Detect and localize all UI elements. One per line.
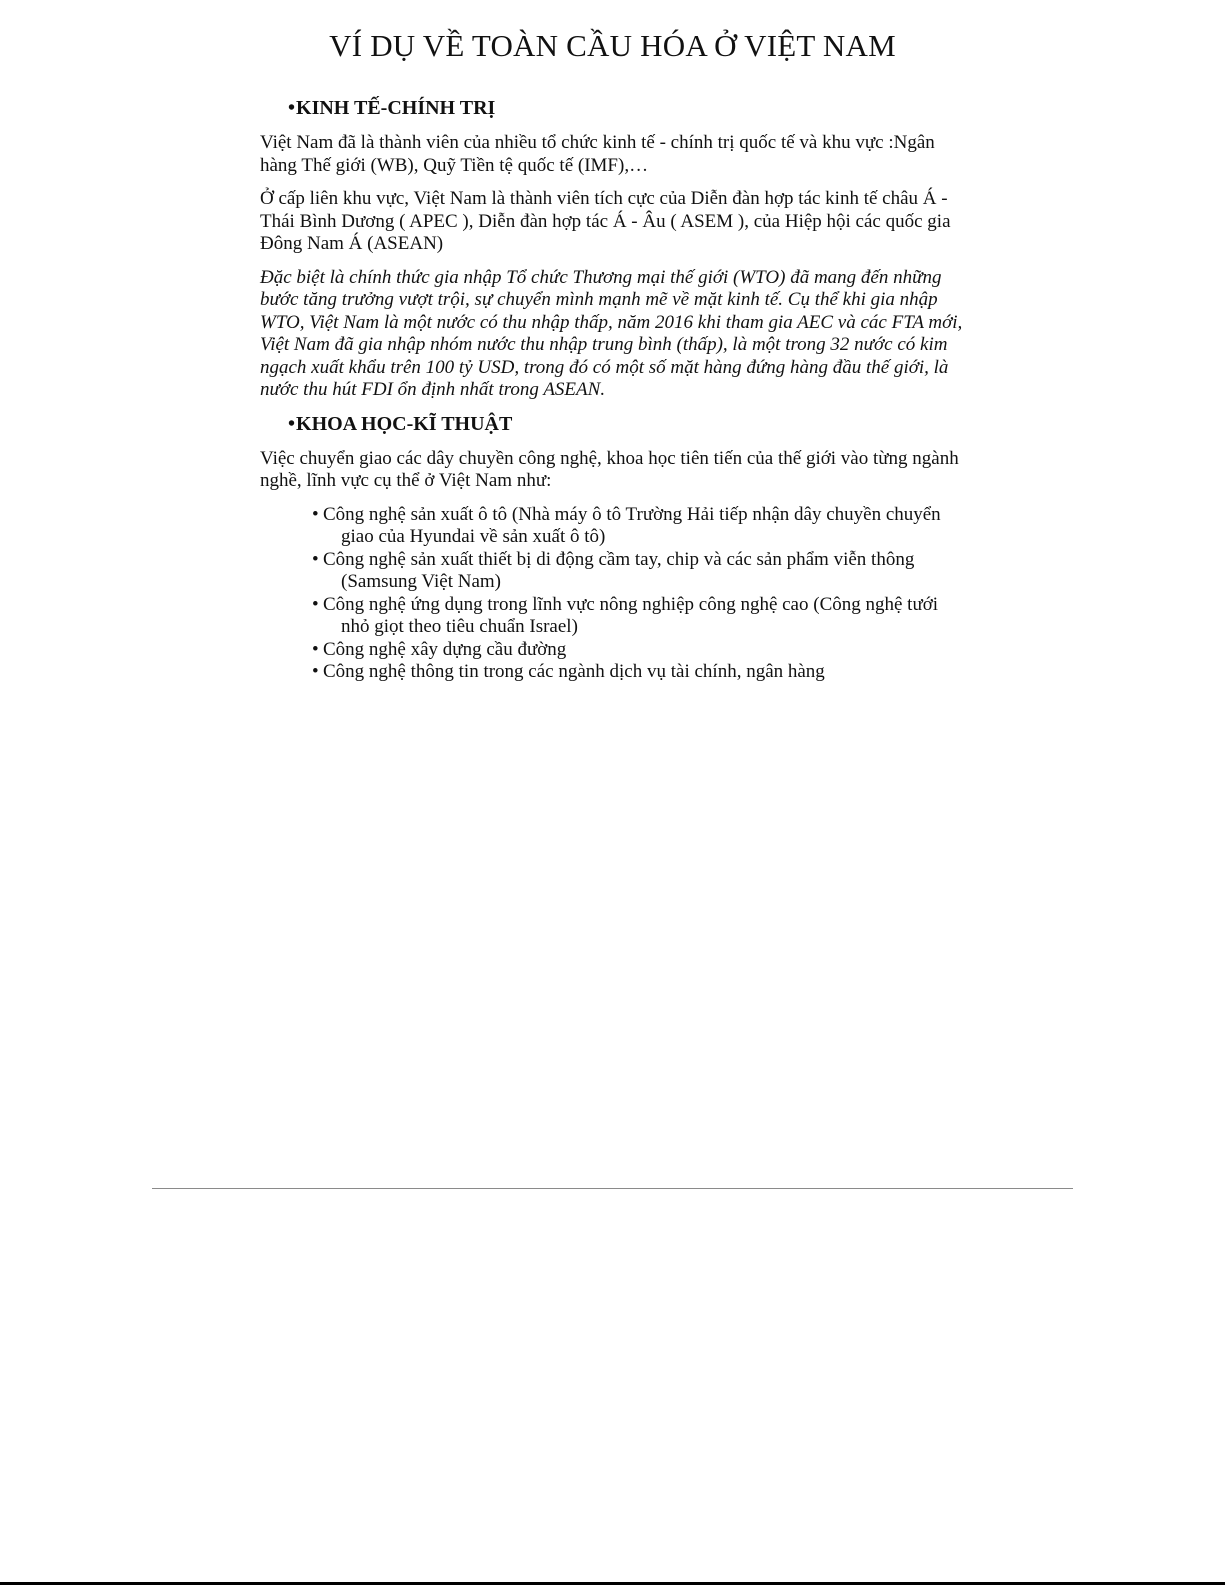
technology-list: [312, 504, 952, 684]
paragraph-wto: Đặc biệt là chính thức gia nhập Tổ chức Thương mại thế giới (WTO) đã mang đến những bước tăng trưởng vượt trội, sự chuyển mình mạnh mẽ về mặt kinh tế. Cụ thể khi gia nhập WTO, Việt Nam là một nước có thu nhập thấp, năm 2016 khi tham gia AEC và các FTA mới, Việt Nam đã gia nhập nhóm nước thu nhập trung bình (thấp), là một trong 32 nước có kim ngạch xuất khẩu trên 100 tỷ USD, trong đó có một số mặt hàng đứng hàng đầu thế giới, là nước thu hút FDI ổn định nhất trong ASEAN.: [260, 266, 963, 400]
section-heading-kinh-te-chinh-tri: [288, 96, 965, 120]
list-item-text: Công nghệ thông tin trong các ngành dịch vụ tài chính, ngân hàng: [323, 661, 825, 682]
list-item: [312, 594, 952, 639]
section-heading-text: KINH TẾ-CHÍNH TRỊ: [296, 97, 496, 119]
list-item: [312, 504, 952, 549]
list-item-text: Công nghệ xây dựng cầu đường: [323, 638, 567, 660]
list-item: [312, 549, 952, 594]
list-bullet: •: [312, 548, 319, 570]
paragraph-organizations: Việt Nam đã là thành viên của nhiều tổ chức kinh tế - chính trị quốc tế và khu vực :Ngân hàng Thế giới (WB), Quỹ Tiền tệ quốc tế (IMF),…: [260, 132, 935, 176]
paragraph-technology-transfer: Việc chuyển giao các dây chuyền công nghệ, khoa học tiên tiến của thế giới vào từng ngành nghề, lĩnh vực cụ thể ở Việt Nam như:: [260, 447, 959, 491]
page-divider: [152, 1188, 1073, 1189]
list-bullet: •: [312, 661, 319, 682]
list-item: [312, 639, 952, 662]
heading-bullet: •: [288, 412, 296, 435]
list-item-text: Công nghệ sản xuất ô tô (Nhà máy ô tô Trường Hải tiếp nhận dây chuyền chuyển giao của Hyundai về sản xuất ô tô): [323, 503, 941, 547]
list-bullet: •: [312, 593, 319, 615]
list-item: [312, 661, 952, 684]
section-heading-text: KHOA HỌC-KĨ THUẬT: [296, 412, 513, 435]
list-item-text: Công nghệ ứng dụng trong lĩnh vực nông nghiệp công nghệ cao (Công nghệ tưới nhỏ giọt theo tiêu chuẩn Israel): [323, 593, 939, 637]
list-bullet: •: [312, 638, 319, 660]
paragraph-regional-membership: Ở cấp liên khu vực, Việt Nam là thành viên tích cực của Diễn đàn hợp tác kinh tế châu Á - Thái Bình Dương ( APEC ), Diễn đàn hợp tác Á - Âu ( ASEM ), của Hiệp hội các quốc gia Đông Nam Á (ASEAN): [260, 188, 951, 254]
section-heading-khoa-hoc-ki-thuat: [288, 412, 965, 436]
list-bullet: •: [312, 503, 319, 525]
page-title: VÍ DỤ VỀ TOÀN CẦU HÓA Ở VIỆT NAM: [329, 28, 896, 63]
heading-bullet: •: [288, 97, 296, 119]
document-body: [260, 96, 965, 684]
list-item-text: Công nghệ sản xuất thiết bị di động cầm tay, chip và các sản phẩm viễn thông (Samsung Việt Nam): [323, 548, 915, 592]
